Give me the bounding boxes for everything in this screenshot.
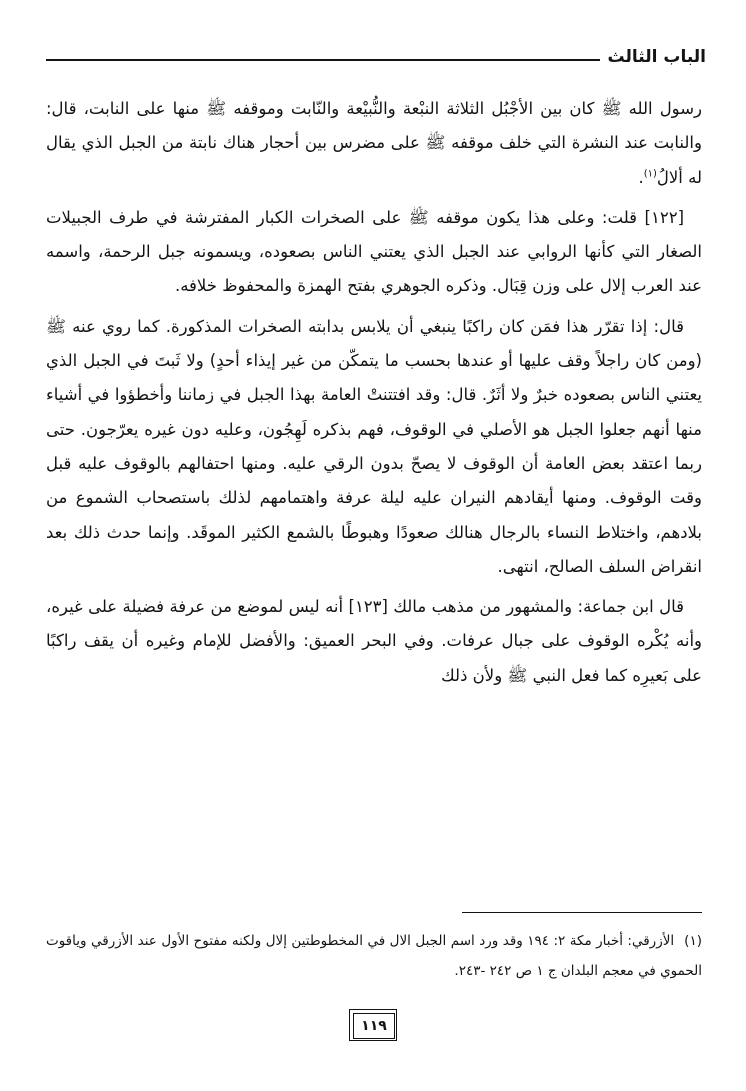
running-header [46, 44, 706, 70]
chapter-title: الباب الثالث [607, 47, 706, 67]
paragraph-1-end: . [638, 167, 644, 187]
page-number: ١١٩ [353, 1013, 395, 1039]
footnote-separator [462, 912, 702, 913]
footnote-text: الأزرقي: أخبار مكة ٢: ١٩٤ وقد ورد اسم الجبل الال في المخطوطتين إلال ولكنه مفتوح الأول عند الأزرقي وياقوت الحموي في معجم البلدان ج ١ ص ٢٤٢ -٢٤٣. [46, 933, 702, 979]
paragraph-3: قال: إذا تقرّر هذا فمَن كان راكبًا ينبغي أن يلابس بدابته الصخرات المذكورة. كما روي عنه ﷺ (ومن كان راجلاً وقف عليها أو عندها بحسب ما يتمكّن من غير إيذاء أحدٍ) ولا ثَبتَ في الجبل الذي يعتني الناس بصعوده خبرٌ ولا أثَرٌ. قال: وقد افتتنتْ العامة بهذا الجبل في زماننا وأخطؤوا في أشياء منها أنهم جعلوا الجبل هو الأصلي في الوقوف، فهم بذكره لَهِجُون، وعليه دون غيره يعرّجون. حتى ربما اعتقد بعض العامة أن الوقوف لا يصحّ بدون الرقي عليه. ومنها احتفالهم بالوقوف عليه قبل وقت الوقوف. ومنها أيقادهم النيران عليه ليلة عرفة واهتمامهم لذلك باستصحاب الشموع من بلادهم، واختلاط النساء بالرجال هنالك صعودًا وهبوطًا بالشمع الكثير الموقَد. وإنما حدث ذلك بعد انقراض السلف الصالح، انتهى. [46, 316, 702, 576]
footnote-reference[interactable]: (١) [643, 168, 657, 180]
footnote [46, 926, 702, 986]
footnote-number: (١) [684, 933, 702, 949]
paragraph-1-text: رسول الله ﷺ كان بين الأجْبُل الثلاثة النبْعة والنُّبيْعة والنّابت وموقفه ﷺ منها على النابت، قال: والنابت عند النشرة التي خلف موقفه ﷺ على مضرس بين أحجار هناك نابتة من الجبل الذي يقال له ألالُ [46, 99, 702, 187]
paragraph-1 [46, 92, 702, 195]
paragraph-4: قال ابن جماعة: والمشهور من مذهب مالك [١٢٣] أنه ليس لموضع من عرفة فضيلة على غيره، وأنه يُكْره الوقوف على جبال عرفات. وفي البحر العميق: والأفضل للإمام وغيره أن يقف راكبًا على بَعيرِه كما فعل النبي ﷺ ولأن ذلك [46, 597, 702, 685]
header-rule [46, 59, 600, 61]
paragraph-2: [١٢٢] قلت: وعلى هذا يكون موقفه ﷺ على الصخرات الكبار المفترشة في طرف الجبيلات الصغار التي كأنها الروابي عند الجبل الذي يعتني الناس بصعوده، ويسمونه جبل الرحمة، واسمه عند العرب إلال على وزن قِبَال. وذكره الجوهري بفتح الهمزة والمحفوظ خلافه. [46, 207, 702, 296]
main-text [46, 92, 702, 699]
